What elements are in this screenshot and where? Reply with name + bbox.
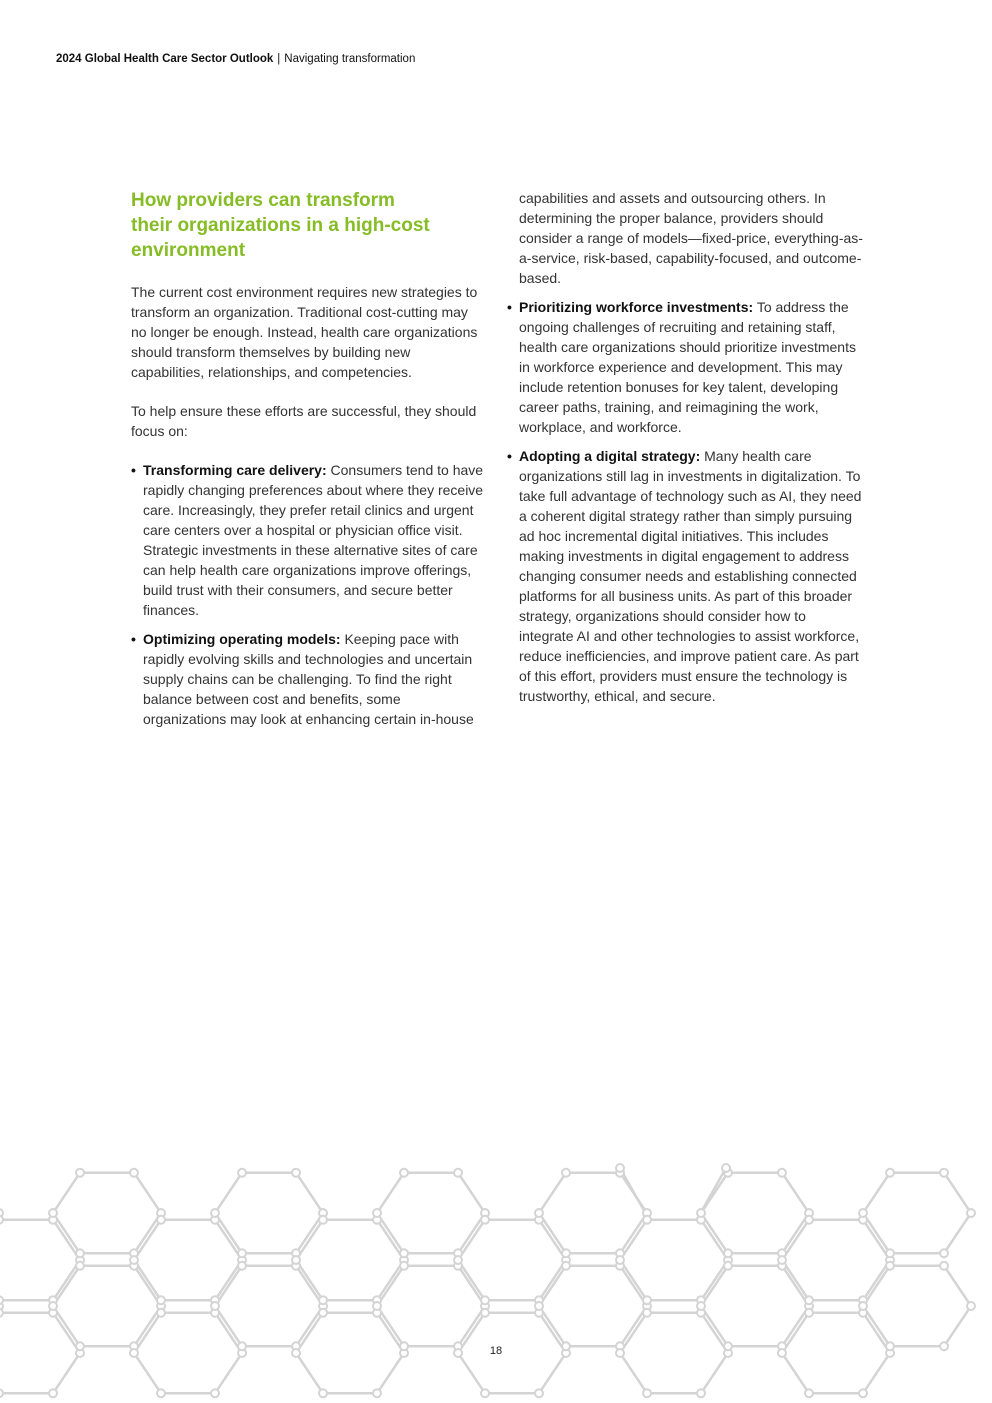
network-node: [373, 1302, 381, 1310]
network-node: [859, 1209, 867, 1217]
left-column: [131, 188, 485, 738]
network-node: [0, 1216, 3, 1224]
network-node: [238, 1169, 246, 1177]
network-node: [535, 1302, 543, 1310]
network-node: [643, 1216, 651, 1224]
network-node: [0, 1389, 3, 1397]
network-node: [562, 1169, 570, 1177]
network-node: [238, 1262, 246, 1270]
network-node: [805, 1389, 813, 1397]
network-node: [940, 1262, 948, 1270]
list-item-text: Consumers tend to have rapidly changing preferences about where they receive care. Increasingly, they prefer retail clinics and urgent care centers over a hospital or physician office visit. Strategic investments in these alternative sites of care can help health care organizations improve offerings, build trust with their consumers, and secure better finances.: [143, 462, 484, 618]
network-node: [211, 1209, 219, 1217]
network-node: [886, 1262, 894, 1270]
network-node: [562, 1262, 570, 1270]
network-node: [49, 1389, 57, 1397]
network-node: [859, 1302, 867, 1310]
network-node: [535, 1389, 543, 1397]
network-node: [292, 1169, 300, 1177]
network-node: [697, 1209, 705, 1217]
focus-list: [131, 460, 485, 729]
network-node: [967, 1209, 975, 1217]
list-item-text: Many health care organizations still lag in investments in digitalization. To take full advantage of technology such as AI, they need a coherent digital strategy rather than simply pursuing ad hoc incremental digital initiatives. This includes making investments in digital engagement to address changing consumer needs and establishing connected platforms for all business units. As part of this broader strategy, organizations should consider how to integrate AI and other technologies to assist workforce, reduce inefficiencies, and improve patient care. As part of this effort, providers must ensure the technology is trustworthy, ethical, and secure.: [519, 448, 862, 704]
list-item: [507, 446, 863, 706]
network-node: [319, 1309, 327, 1317]
network-node: [373, 1389, 381, 1397]
network-node: [0, 1309, 3, 1317]
network-node: [481, 1216, 489, 1224]
network-node: [940, 1169, 948, 1177]
network-node: [967, 1302, 975, 1310]
right-column: [507, 188, 863, 715]
network-node: [211, 1389, 219, 1397]
network-node: [805, 1309, 813, 1317]
network-node: [157, 1389, 165, 1397]
network-node: [616, 1256, 624, 1264]
network-node: [400, 1249, 408, 1257]
header-separator: |: [277, 53, 281, 65]
network-node: [400, 1262, 408, 1270]
network-node: [49, 1209, 57, 1217]
network-node: [697, 1389, 705, 1397]
network-node: [724, 1249, 732, 1257]
network-node: [886, 1169, 894, 1177]
network-node: [0, 1296, 3, 1304]
network-node: [724, 1262, 732, 1270]
list-item-text: To address the ongoing challenges of recruiting and retaining staff, health care organizations should prioritize investments in workforce experience and development. This may include retention bonuses for key talent, developing career paths, training, and reimagining the work, workplace, and workforce.: [519, 299, 856, 435]
network-node: [454, 1256, 462, 1264]
list-item-lead: Transforming care delivery:: [143, 462, 327, 478]
hexagon-network-pattern-icon: [0, 1160, 992, 1403]
network-node: [319, 1296, 327, 1304]
list-item-lead: Prioritizing workforce investments:: [519, 299, 754, 315]
network-node: [130, 1256, 138, 1264]
hexagon-cell: [0, 1220, 80, 1301]
hexagon-cell: [377, 1173, 485, 1254]
network-node: [886, 1249, 894, 1257]
network-node: [238, 1249, 246, 1257]
focus-list-continued: [507, 297, 863, 706]
intro-paragraph: The current cost environment requires new strategies to transform an organization. Traditional cost-cutting may no longer be enough. Instead, health care organizations should transform themselves by building new capabilities, relationships, and competencies.: [131, 284, 478, 380]
list-item-continuation: capabilities and assets and outsourcing others. In determining the proper balance, providers should consider a range of models—fixed-price, everything-as-a-service, risk-based, capability-focused, and outcome-based.: [519, 190, 863, 286]
network-node: [697, 1302, 705, 1310]
network-node: [805, 1216, 813, 1224]
network-node: [859, 1389, 867, 1397]
network-node: [481, 1389, 489, 1397]
page-number: 18: [489, 1345, 503, 1357]
network-node: [722, 1164, 730, 1172]
network-node: [481, 1296, 489, 1304]
document-title: 2024 Global Health Care Sector Outlook: [56, 53, 274, 65]
network-node: [76, 1249, 84, 1257]
network-spur: [700, 1168, 726, 1214]
network-node: [76, 1262, 84, 1270]
focus-paragraph: To help ensure these efforts are successful, they should focus on:: [131, 403, 477, 439]
list-item: [131, 629, 485, 729]
network-node: [643, 1296, 651, 1304]
list-item-text: Keeping pace with rapidly evolving skills and technologies and uncertain supply chains can be challenging. To find the right balance between cost and benefits, some organizations may look at enhancing certain in-house: [143, 631, 474, 727]
network-node: [157, 1296, 165, 1304]
network-node: [778, 1256, 786, 1264]
network-node: [319, 1216, 327, 1224]
network-node: [76, 1169, 84, 1177]
network-node: [157, 1216, 165, 1224]
network-node: [481, 1309, 489, 1317]
section-heading: How providers can transform their organizations in a high-cost environment: [131, 190, 430, 261]
list-item-lead: Adopting a digital strategy:: [519, 448, 701, 464]
network-node: [319, 1389, 327, 1397]
network-node: [400, 1169, 408, 1177]
running-header: [56, 53, 415, 65]
network-node: [778, 1169, 786, 1177]
list-item: [131, 460, 485, 620]
network-node: [643, 1389, 651, 1397]
network-node: [535, 1209, 543, 1217]
network-node: [49, 1302, 57, 1310]
network-node: [454, 1169, 462, 1177]
network-node: [805, 1296, 813, 1304]
network-node: [616, 1164, 624, 1172]
hexagon-cell: [215, 1173, 323, 1254]
hexagon-cell: [53, 1173, 161, 1254]
network-node: [211, 1302, 219, 1310]
network-node: [292, 1256, 300, 1264]
section-title: Navigating transformation: [284, 53, 416, 65]
list-item-lead: Optimizing operating models:: [143, 631, 341, 647]
hexagon-cell: [863, 1173, 971, 1254]
network-node: [130, 1169, 138, 1177]
network-node: [940, 1249, 948, 1257]
network-node: [373, 1209, 381, 1217]
list-item: [507, 297, 863, 437]
network-node: [157, 1309, 165, 1317]
network-node: [562, 1249, 570, 1257]
network-node: [643, 1309, 651, 1317]
